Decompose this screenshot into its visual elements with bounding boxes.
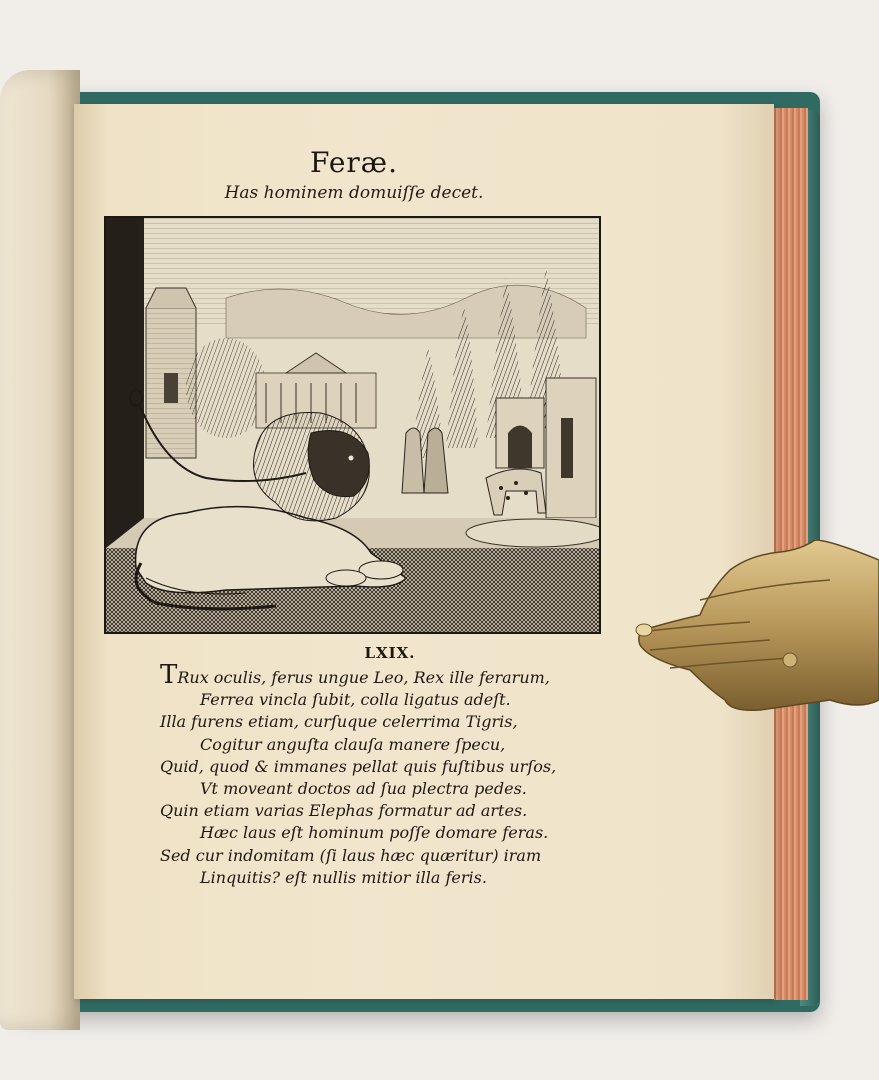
poem-line: Quin etiam varias Elephas formatur ad artes. (160, 801, 528, 821)
page-motto: Has hominem domuiſſe decet. (224, 183, 484, 203)
plate-number: LXIX. (364, 644, 416, 662)
poem-line: Linquitis? eſt nullis mitior illa feris. (200, 867, 487, 887)
poem-line: Ferrea vincla ſubit, colla ligatus adeſt. (200, 690, 511, 710)
poem (160, 660, 590, 889)
poem-line: Hæc laus eſt hominum poſſe domare feras. (200, 823, 549, 843)
left-page (0, 70, 80, 1030)
page-title: Feræ. (309, 146, 399, 179)
poem-line: Vt moveant doctos ad ſua plectra pedes. (200, 779, 527, 799)
poem-line: Sed cur indomitam (ſi laus hæc quæritur) iram (160, 845, 542, 865)
lion-engraving (104, 216, 601, 634)
poem-line: Quid, quod & immanes pellat quis fuſtibus urſos, (160, 756, 557, 776)
poem-line: TRux oculis, ferus ungue Leo, Rex ille ferarum, (160, 660, 550, 690)
brass-hand-page-holder (630, 540, 879, 720)
engraving-art (106, 218, 599, 632)
poem-line: Illa furens etiam, curſuque celerrima Tigris, (160, 712, 518, 732)
poem-line: Cogitur anguſta clauſa manere ſpecu, (200, 734, 506, 754)
